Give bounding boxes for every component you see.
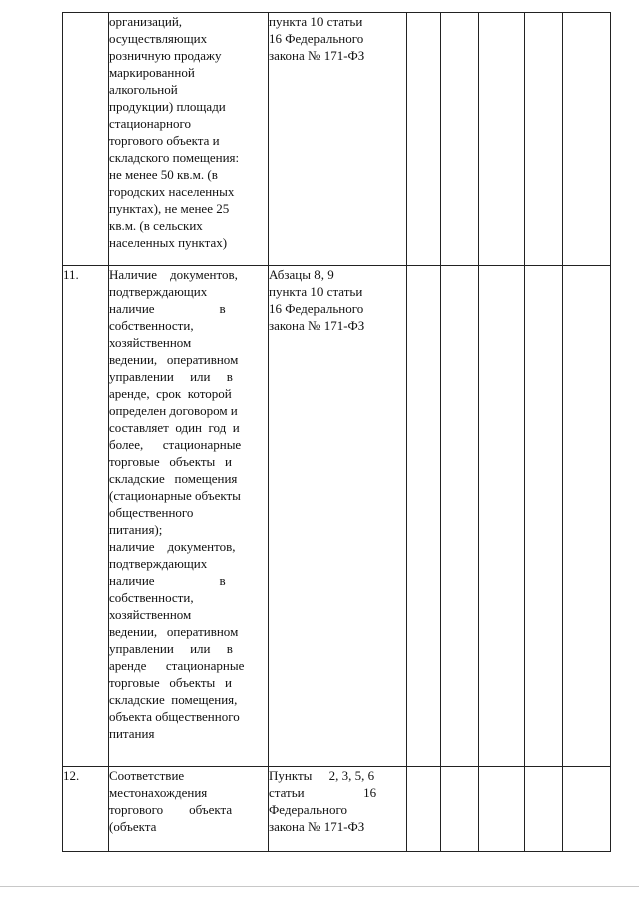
requirement-line: объекта общественного [109, 709, 240, 724]
reference-line: пункта 10 статьи [269, 14, 363, 29]
requirement-line: ведении, оперативном [109, 352, 239, 367]
empty-cell [479, 767, 525, 852]
requirement-line: наличие в [109, 301, 226, 316]
reference-line: Абзацы 8, 9 [269, 267, 334, 282]
empty-cell [407, 767, 441, 852]
requirement-line: складские помещения, [109, 692, 238, 707]
requirement-line: аренде, срок которой [109, 386, 232, 401]
empty-cell [407, 266, 441, 767]
requirement-line: торговые объекты и [109, 454, 232, 469]
requirement-line: населенных пунктах) [109, 235, 228, 250]
requirement-line: торгового объекта [109, 802, 233, 817]
reference-line: пункта 10 статьи [269, 284, 363, 299]
legal-reference-cell [269, 266, 407, 767]
requirement-line: осуществляющих [109, 31, 208, 46]
reference-line: 16 Федерального [269, 301, 364, 316]
reference-line: закона № 171-ФЗ [269, 48, 365, 63]
requirement-line: собственности, [109, 590, 194, 605]
requirement-line: алкогольной [109, 82, 178, 97]
reference-line: статьи 16 [269, 785, 377, 800]
empty-cell [441, 13, 479, 266]
empty-cell [525, 13, 563, 266]
requirement-line: наличие в [109, 573, 226, 588]
requirement-line: стационарного [109, 116, 191, 131]
requirement-line: Наличие документов, [109, 267, 238, 282]
empty-cell [563, 767, 611, 852]
empty-cell [563, 266, 611, 767]
table-row [63, 767, 611, 852]
requirement-line: складские помещения [109, 471, 238, 486]
requirement-line: (объекта [109, 819, 157, 834]
requirement-line: собственности, [109, 318, 194, 333]
requirement-line: питания [109, 726, 155, 741]
requirement-line: розничную продажу [109, 48, 222, 63]
row-number-cell [63, 13, 109, 266]
requirement-line: маркированной [109, 65, 195, 80]
requirement-line: местонахождения [109, 785, 208, 800]
table-row [63, 266, 611, 767]
empty-cell [479, 13, 525, 266]
requirement-line: ведении, оперативном [109, 624, 239, 639]
table-row [63, 13, 611, 266]
reference-line: Федерального [269, 802, 348, 817]
requirement-line: Соответствие [109, 768, 185, 783]
requirement-cell [109, 13, 269, 266]
requirement-line: торговые объекты и [109, 675, 232, 690]
page-edge-divider [0, 886, 639, 887]
empty-cell [441, 266, 479, 767]
requirement-line: общественного [109, 505, 194, 520]
requirement-line: хозяйственном [109, 607, 192, 622]
requirements-table [62, 12, 611, 852]
requirement-line: подтверждающих [109, 284, 208, 299]
reference-line: Пункты 2, 3, 5, 6 [269, 768, 375, 783]
requirement-line: аренде стационарные [109, 658, 245, 673]
empty-cell [525, 767, 563, 852]
empty-cell [525, 266, 563, 767]
row-number-cell [63, 767, 109, 852]
requirement-line: управлении или в [109, 369, 233, 384]
reference-line: закона № 171-ФЗ [269, 819, 365, 834]
reference-line: 16 Федерального [269, 31, 364, 46]
requirement-line: питания); [109, 522, 163, 537]
requirement-cell [109, 266, 269, 767]
requirement-line: составляет один год и [109, 420, 240, 435]
requirement-line: организаций, [109, 14, 183, 29]
empty-cell [441, 767, 479, 852]
requirement-line: кв.м. (в сельских [109, 218, 203, 233]
reference-line: закона № 171-ФЗ [269, 318, 365, 333]
requirement-line: определен договором и [109, 403, 238, 418]
requirement-cell [109, 767, 269, 852]
empty-cell [563, 13, 611, 266]
row-number-cell [63, 266, 109, 767]
requirement-line: управлении или в [109, 641, 233, 656]
legal-reference-cell [269, 13, 407, 266]
requirement-line: торгового объекта и [109, 133, 220, 148]
requirement-line: складского помещения: [109, 150, 240, 165]
empty-cell [407, 13, 441, 266]
requirement-line: более, стационарные [109, 437, 242, 452]
requirement-line: городских населенных [109, 184, 235, 199]
row-number: 12. [63, 768, 80, 783]
empty-cell [479, 266, 525, 767]
requirement-line: хозяйственном [109, 335, 192, 350]
requirement-line: (стационарные объекты [109, 488, 241, 503]
requirement-line: наличие документов, [109, 539, 236, 554]
requirement-line: продукции) площади [109, 99, 226, 114]
requirement-line: подтверждающих [109, 556, 208, 571]
requirement-line: пунктах), не менее 25 [109, 201, 230, 216]
row-number: 11. [63, 267, 79, 282]
requirement-line: не менее 50 кв.м. (в [109, 167, 218, 182]
legal-reference-cell [269, 767, 407, 852]
